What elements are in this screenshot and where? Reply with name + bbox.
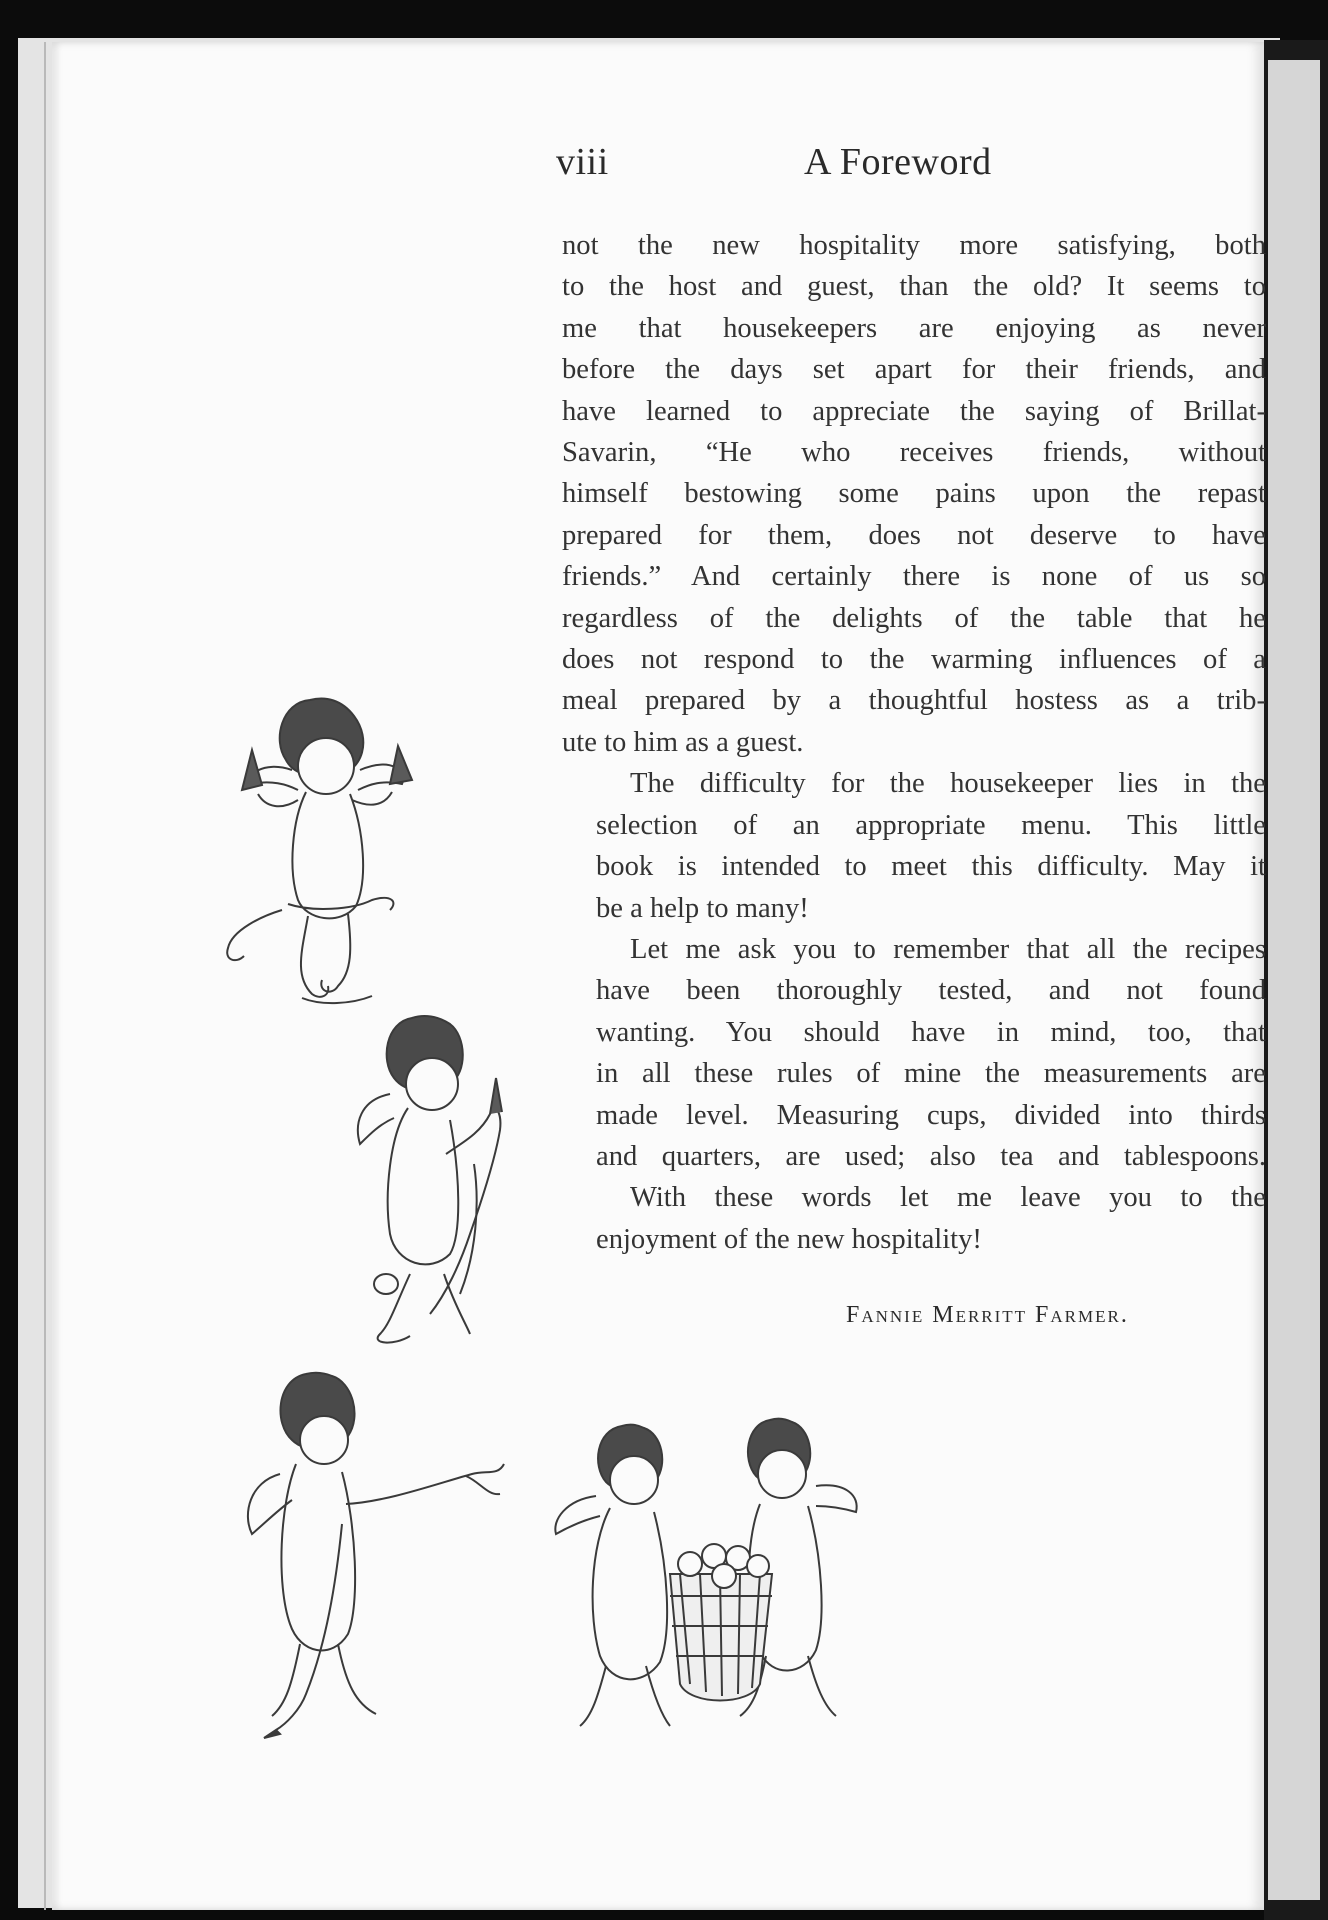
text-line: regardless of the delights of the table that he [562,602,1266,634]
running-head [556,140,1026,186]
running-title: A Foreword [804,141,992,183]
text-line: have been thoroughly tested, and not found [596,975,1266,1007]
cherub-with-bird-icon [236,1364,526,1744]
text-line: have learned to appreciate the saying of Brillat- [562,395,1266,427]
paragraph-1 [562,225,1266,763]
scan-background-top [0,0,1328,40]
paragraph-2 [562,763,1266,929]
text-line: meal prepared by a thoughtful hostess as a trib- [562,685,1266,717]
text-line: in all these rules of mine the measurements are [596,1058,1266,1090]
paragraph-3 [562,929,1266,1177]
text-line: The difficulty for the housekeeper lies in the [630,768,1266,800]
text-line: wanting. You should have in mind, too, that [596,1016,1266,1048]
text-line: me that housekeepers are enjoying as never [562,312,1266,344]
text-line: to the host and guest, than the old? It seems to [562,271,1266,303]
text-line: book is intended to meet this difficulty. May it [596,851,1266,883]
paragraph-4 [562,1177,1266,1260]
text-line: does not respond to the warming influences of a [562,644,1266,676]
text-line: himself bestowing some pains upon the repast [562,478,1266,510]
text-line: made level. Measuring cups, divided into thirds [596,1099,1266,1131]
page-number: viii [556,141,609,183]
text-line: enjoyment of the new hospitality! [596,1223,982,1255]
text-line: and quarters, are used; also tea and tablespoons. [596,1140,1266,1172]
cherub-with-rabbit-icon [350,1004,550,1354]
text-line: friends.” And certainly there is none of us so [562,561,1266,593]
foreword-body [562,225,1266,1260]
text-line: selection of an appropriate menu. This little [596,809,1266,841]
text-line: be a help to many! [596,892,809,924]
author-signature: Fannie Merritt Farmer. [846,1302,1129,1328]
text-line: Let me ask you to remember that all the recipes [630,933,1266,965]
text-line: before the days set apart for their friends, and [562,354,1266,386]
page-gutter-line [44,42,46,1910]
text-line: Savarin, “He who receives friends, without [562,437,1266,469]
text-line: With these words let me leave you to the [630,1182,1266,1214]
cherubs-with-basket-icon [540,1416,920,1746]
text-line: prepared for them, does not deserve to have [562,519,1266,551]
text-line: not the new hospitality more satisfying, both [562,230,1266,261]
text-line: ute to him as a guest. [562,726,804,758]
cherub-with-flowers-icon [222,680,482,1020]
facing-page-strip [1264,40,1328,1920]
